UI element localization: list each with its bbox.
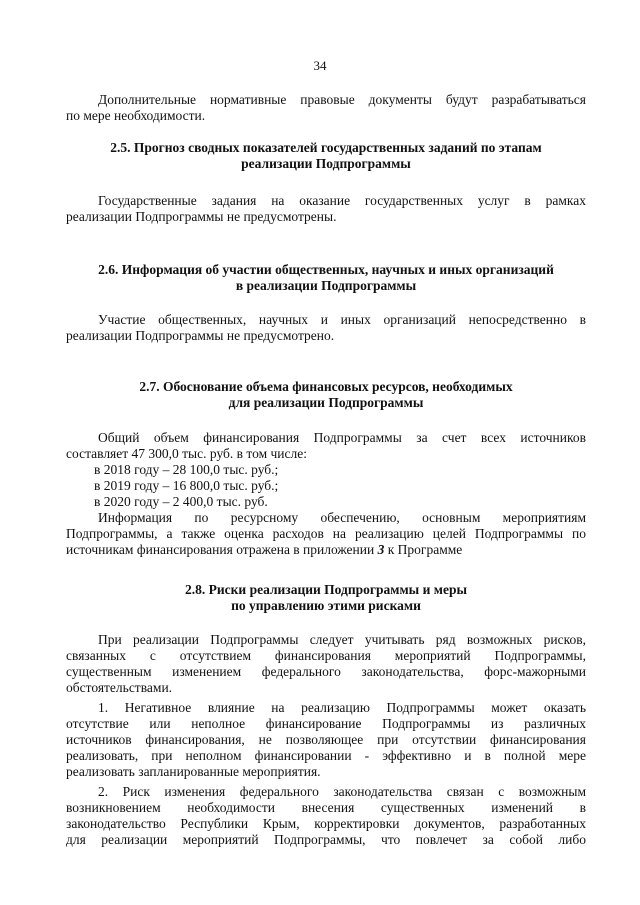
heading-line: 2.6. Информация об участии общественных, научных и иных организаций: [98, 262, 554, 277]
section-2-7-paragraph: [66, 430, 586, 558]
text-line: 2. Риск изменения федерального законодательства связан с возможным: [98, 784, 586, 799]
text-line: существенным изменением федерального законодательства, форс-мажорными: [66, 664, 586, 679]
text-line: Государственные задания на оказание государственных услуг в рамках: [98, 193, 586, 208]
heading-line: 2.8. Риски реализации Подпрограммы и меры: [185, 582, 467, 597]
text-line: составляет 47 300,0 тыс. руб. в том числе:: [66, 446, 308, 461]
text-line: Общий объем финансирования Подпрограммы за счет всех источников: [98, 430, 586, 445]
text-line: источников финансирования, не позволяющее при отсутствии финансирования: [66, 732, 586, 747]
text-line: по мере необходимости.: [66, 108, 206, 123]
text-line: реализации Подпрограммы не предусмотрены.: [66, 209, 337, 224]
page-number: 34: [313, 58, 327, 73]
text-line: Дополнительные нормативные правовые документы будут разрабатываться: [98, 92, 586, 107]
funding-2019: в 2019 году – 16 800,0 тыс. руб.;: [94, 478, 279, 493]
text-line: связанных с отсутствием финансирования мероприятий Подпрограммы,: [66, 648, 586, 663]
text-line: обстоятельствами.: [66, 680, 173, 695]
text-line: для реализации мероприятий Подпрограммы, что повлечет за собой либо: [66, 832, 586, 847]
section-2-8-paragraph-2: [66, 700, 586, 780]
section-2-8-paragraph-1: [66, 632, 586, 696]
section-2-7-heading: [66, 379, 586, 411]
funding-2018: в 2018 году – 28 100,0 тыс. руб.;: [94, 462, 279, 477]
heading-line: 2.7. Обоснование объема финансовых ресурсов, необходимых: [139, 379, 513, 394]
heading-line: 2.5. Прогноз сводных показателей государственных заданий по этапам: [110, 140, 542, 155]
text-line: реализации Подпрограммы не предусмотрено.: [66, 328, 335, 343]
handwritten-appendix-number: 3: [377, 542, 385, 557]
section-2-6-heading: [66, 262, 586, 294]
text-line: отсутствие или неполное финансирование Подпрограммы из различных: [66, 716, 586, 731]
section-2-5-paragraph: [66, 193, 586, 225]
text-line: Подпрограммы, а также оценка расходов на реализацию целей Подпрограммы по: [66, 526, 586, 541]
heading-line: в реализации Подпрограммы: [235, 278, 417, 293]
section-2-5-heading: [66, 140, 586, 172]
text-line: реализовать, при неполном финансировании - эффективно и в полной мере: [66, 748, 586, 763]
text-line: [66, 542, 586, 558]
heading-line: по управлению этими рисками: [231, 598, 421, 613]
text-fragment: источникам финансирования отражена в приложении: [66, 542, 378, 557]
section-2-8-paragraph-3: [66, 784, 586, 848]
section-2-8-heading: [66, 582, 586, 614]
text-line: возникновением необходимости внесения существенных изменений в: [66, 800, 586, 815]
heading-line: для реализации Подпрограммы: [228, 395, 424, 410]
intro-paragraph: [66, 92, 586, 124]
text-line: законодательство Республики Крым, корректировки документов, разработанных: [66, 816, 586, 831]
text-line: реализовать запланированные мероприятия.: [66, 764, 321, 779]
text-line: Информация по ресурсному обеспечению, основным мероприятиям: [98, 510, 586, 525]
section-2-6-paragraph: [66, 312, 586, 344]
text-line: Участие общественных, научных и иных организаций непосредственно в: [98, 312, 586, 327]
text-fragment: к Программе: [384, 542, 463, 557]
funding-2020: в 2020 году – 2 400,0 тыс. руб.: [94, 494, 268, 509]
text-line: При реализации Подпрограммы следует учитывать ряд возможных рисков,: [98, 632, 586, 647]
heading-line: реализации Подпрограммы: [241, 156, 411, 171]
text-line: 1. Негативное влияние на реализацию Подпрограммы может оказать: [98, 700, 586, 715]
